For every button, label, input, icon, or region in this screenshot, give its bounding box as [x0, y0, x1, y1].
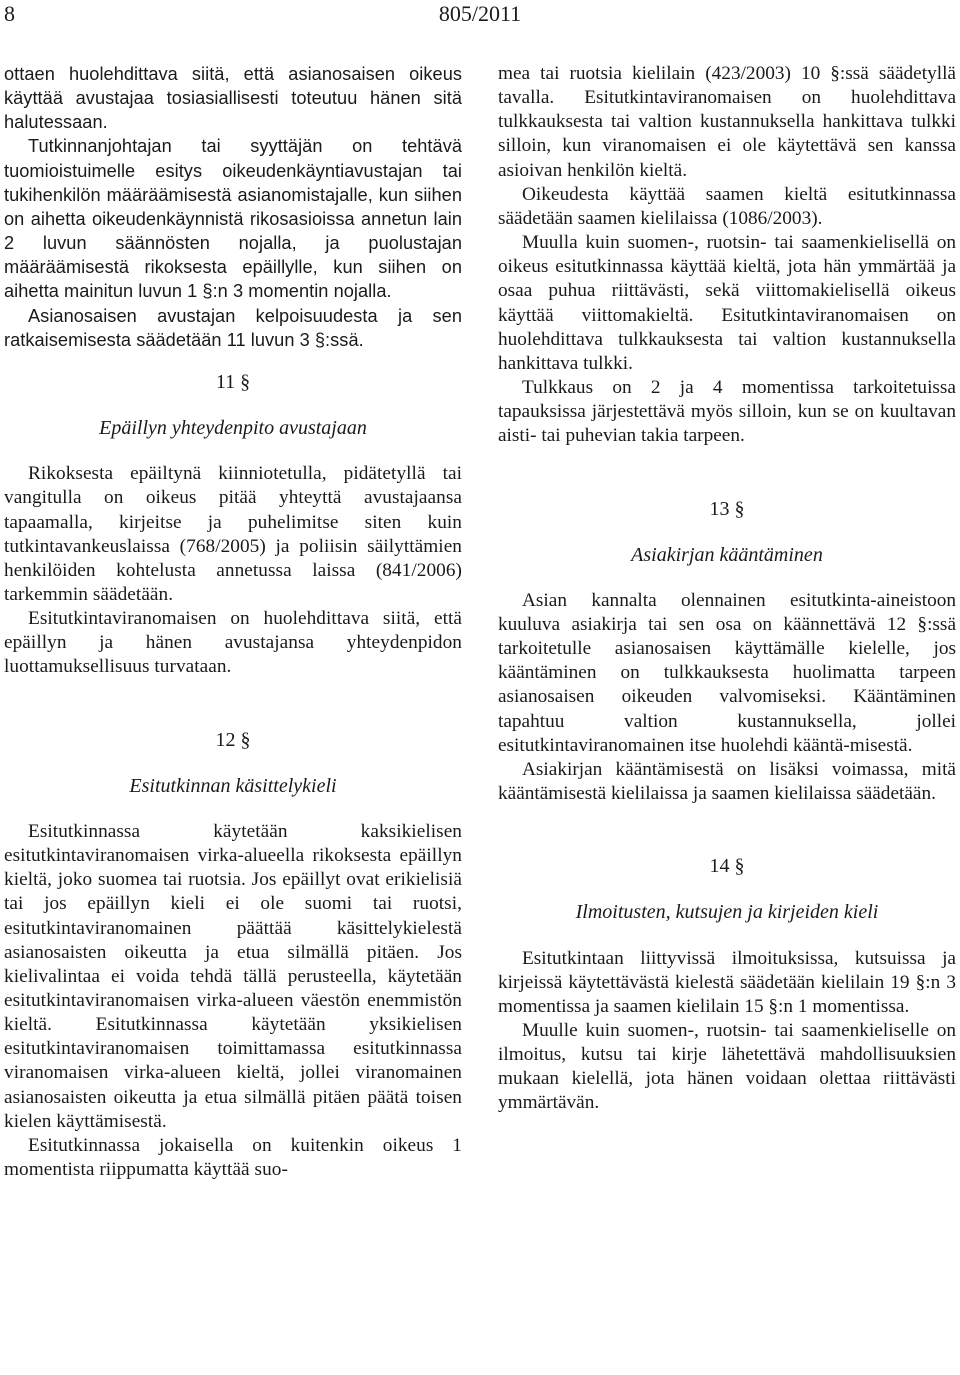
paragraph: ottaen huolehdittava siitä, että asianosaisen oikeus käyttää avustajaa tosiasiallisesti toteutuu hänen sitä halutessaan.	[4, 64, 462, 133]
left-column	[4, 62, 462, 1182]
paragraph: Esitutkinnassa jokaisella on kuitenkin oikeus 1 momentista riippumatta käyttää suo-	[4, 1134, 462, 1181]
paragraph: Esitutkinnassa käytetään kaksikielisen esitutkintaviranomaisen virka-alueella rikoksesta epäillyn kieltä, joko suomea tai ruotsia. Jos epäillyt ovat erikielisiä tai jos epäillyn kieli ei ole suomi tai ruotsi, esitutkintaviranomainen päättää käsittelykielestä asianosaisten oikeutta ja etua silmällä pitäen. Jos kielivalintaa ei voida tehdä tällä perusteella, käytetään esitutkintaviranomaisen virka-alueen väestön enemmistön kieltä. Esitutkinnassa käytetään yksikielisen esitutkintaviranomaisen toimittamassa esitutkinnassa viranomaisen virka-alueen kieltä, jollei viranomainen asianosaisten oikeutta ja etua silmällä pitäen päätä toisen kielen käyttämisestä.	[4, 820, 462, 1132]
page-header	[0, 0, 960, 36]
paragraph: Asianosaisen avustajan kelpoisuudesta ja sen ratkaisemisesta säädetään 11 luvun 3 §:ssä.	[4, 305, 462, 350]
section-title: Ilmoitusten, kutsujen ja kirjeiden kieli	[575, 901, 879, 924]
section-number: 13 §	[709, 497, 745, 520]
section-title: Epäillyn yhteydenpito avustajaan	[99, 417, 367, 440]
section-number: 11 §	[215, 370, 251, 393]
section-title: Esitutkinnan käsittelykieli	[129, 774, 337, 797]
section-number: 14 §	[709, 855, 745, 878]
paragraph: Muulla kuin suomen-, ruotsin- tai saamenkielisellä on oikeus esitutkinnassa käyttää kieltä, jota hän ymmärtää ja osaa puhua riittävästi, sekä viittomakielisellä oikeus käyttää viittomakieltä. Esitutkintaviranomaisen on huolehdittava tulkkauksesta tai valtion kustannuksella hankittava tulkki.	[498, 232, 956, 374]
paragraph: Oikeudesta käyttää saamen kieltä esitutkinnassa säädetään saamen kielilaissa (1086/2003).	[498, 183, 956, 229]
paragraph: Rikoksesta epäiltynä kiinniotetulla, pidätetyllä tai vangitulla on oikeus pitää yhteyttä avustajaansa tapaamalla, kirjeitse ja puhelimitse siten kuin tutkintavankeuslaissa (768/2005) ja poliisin säilyttämien henkilöiden kohtelusta annetussa laissa (841/2006) tarkemmin säädetään.	[4, 463, 462, 605]
paragraph: Esitutkintaviranomaisen on huolehdittava siitä, että epäillyn ja hänen avustajansa yhteydenpidon luottamuksellisuus turvataan.	[4, 608, 462, 678]
section-title: Asiakirjan kääntäminen	[631, 543, 823, 566]
paragraph: Tulkkaus on 2 ja 4 momentissa tarkoitetuissa tapauksissa järjestettävä myös silloin, kun se on kuultavan aisti- tai puhevian takia tarpeen.	[498, 377, 956, 447]
paragraph: Esitutkintaan liittyvissä ilmoituksissa, kutsuissa ja kirjeissä käytettävästä kielestä säädetään kielilain 19 §:n 3 momentissa ja saamen kielilain 15 §:n 1 momentissa.	[498, 947, 956, 1017]
right-column	[498, 62, 956, 1116]
paragraph: Asian kannalta olennainen esitutkinta-aineistoon kuuluva asiakirja tai sen osa on käännettävä 12 §:ssä tarkoitetulle asianosaisen käyttämälle kielelle, jos kääntäminen on tulkkauksesta huolimatta tarpeen asianosaisen oikeuden valvomiseksi. Kääntäminen tapahtuu valtion kustannuksella, jollei esitutkintaviranomainen itse huolehdi kääntä-misestä.	[498, 589, 956, 756]
document-id: 805/2011	[438, 1, 522, 26]
paragraph: Muulle kuin suomen-, ruotsin- tai saamenkieliselle on ilmoitus, kutsu tai kirje lähetettävä mahdollisuuksien mukaan kielellä, jota hänen voidaan olettaa riittävästi ymmärtävän.	[498, 1020, 956, 1114]
page-number: 8	[4, 1, 15, 26]
section-number: 12 §	[215, 728, 251, 751]
paragraph: Asiakirjan kääntämisestä on lisäksi voimassa, mitä kääntämisestä kielilaissa ja saamen kielilaissa säädetään.	[498, 758, 956, 805]
paragraph: Tutkinnanjohtajan tai syyttäjän on tehtävä tuomioistuimelle esitys oikeudenkäyntiavustajan tai tukihenkilön määräämisestä asianomistajalle, kun siihen on aihetta oikeudenkäynnistä rikosasioissa annetun lain 2 luvun säännösten nojalla, ja puolustajan määräämisestä rikoksesta epäillylle, kun siihen on aihetta mainitun luvun 1 §:n 3 momentin nojalla.	[4, 136, 462, 302]
paragraph: mea tai ruotsia kielilain (423/2003) 10 §:ssä säädetyllä tavalla. Esitutkintaviranomaisen on huolehdittava tulkkauksesta tai valtion kustannuksella hankittava tulkki silloin, kun viranomaisen ei ole käytettävä sen kanssa asioivan henkilön kieltä.	[498, 63, 956, 181]
